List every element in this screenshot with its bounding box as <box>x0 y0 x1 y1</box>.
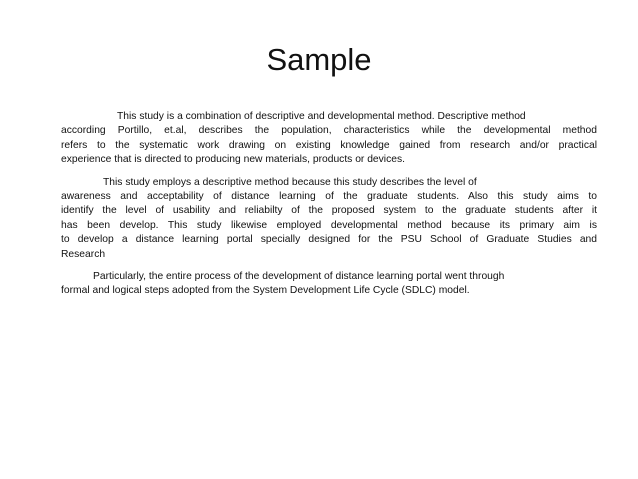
paragraph-2 <box>61 176 597 262</box>
paragraph-3 <box>61 270 597 299</box>
paragraph-line: identify the level of usability and reliabilty of the proposed system to the graduate students after it <box>61 205 597 217</box>
paragraph-line: experience that is directed to producing new materials, products or devices. <box>61 154 405 166</box>
paragraph-line: refers to the systematic work drawing on existing knowledge gained from research and/or practical <box>61 139 597 151</box>
paragraph-line: formal and logical steps adopted from the System Development Life Cycle (SDLC) model. <box>61 285 470 297</box>
paragraph-1 <box>61 110 597 168</box>
paragraph-line: This study employs a descriptive method because this study describes the level of <box>103 176 477 188</box>
paragraph-line: This study is a combination of descriptive and developmental method. Descriptive method <box>117 111 526 122</box>
slide-title: Sample <box>266 42 372 77</box>
paragraph-line: has been develop. This study likewise employed developmental method because its primary aim is <box>61 219 597 231</box>
paragraph-line: Particularly, the entire process of the development of distance learning portal went through <box>93 271 505 283</box>
slide-body <box>61 110 597 307</box>
paragraph-line: Research <box>61 248 106 260</box>
paragraph-line: to develop a distance learning portal specially designed for the PSU School of Graduate Studies and <box>61 234 597 246</box>
paragraph-line: according Portillo, et.al, describes the population, characteristics while the developmental method <box>61 125 597 137</box>
paragraph-line: awareness and acceptability of distance learning of the graduate students. Also this study aims to <box>61 191 597 203</box>
